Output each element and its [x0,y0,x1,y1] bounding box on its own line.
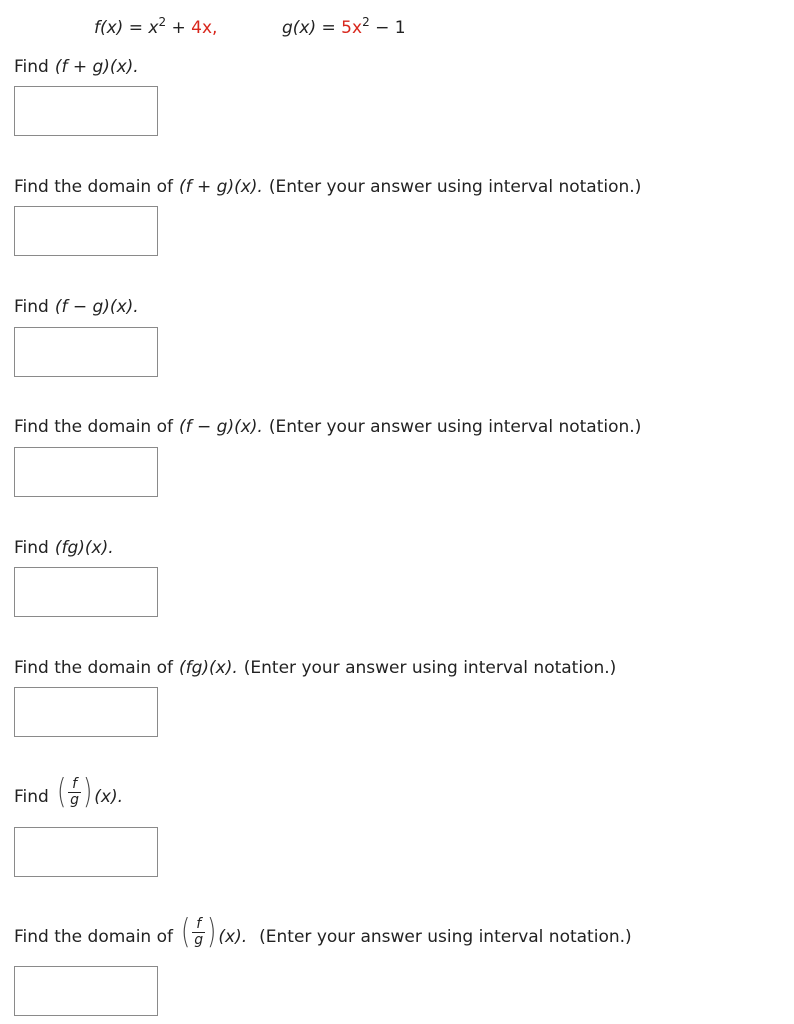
answer-f-plus-g-domain[interactable] [14,206,158,256]
find-label: Find [14,787,49,807]
f-exponent: 2 [158,15,167,29]
find-label: Find [14,57,49,77]
f-minus-g-domain-expression: (f − g)(x). [179,417,263,437]
f-minus-g-expression: (f − g)(x). [54,297,139,317]
question-f-plus-g-domain [14,176,641,198]
f-plus: + [166,18,192,38]
interval-note: (Enter your answer using interval notation.) [268,417,642,437]
fraction-denominator: g [194,932,204,948]
question-fg [14,537,114,559]
answer-f-minus-g-domain[interactable] [14,447,158,497]
f-over-g-domain-suffix: (x). [218,927,248,947]
answer-f-minus-g[interactable] [14,327,158,377]
f-over-g-suffix: (x). [94,787,123,807]
g-constant: − 1 [369,18,406,38]
f-plus-g-domain-expression: (f + g)(x). [179,177,263,197]
question-f-minus-g [14,296,139,318]
f-definition: f(x) = x [94,18,159,38]
answer-fg-domain[interactable] [14,687,158,737]
fg-domain-expression: (fg)(x). [179,658,238,678]
question-f-plus-g [14,56,139,78]
question-fg-domain [14,657,616,679]
interval-note: (Enter your answer using interval notation.) [259,927,632,947]
f-coefficient: 4x, [191,18,218,38]
g-exponent: 2 [362,15,370,29]
answer-f-over-g-domain[interactable] [14,966,158,1016]
find-label: Find [14,297,49,317]
g-definition: g(x) = [282,18,342,38]
g-coefficient: 5x [341,18,363,38]
function-definitions [94,17,217,39]
question-f-over-g-domain [14,912,632,952]
answer-f-over-g[interactable] [14,827,158,877]
find-domain-label: Find the domain of [14,927,173,947]
fraction-denominator: g [70,792,79,808]
find-domain-label: Find the domain of [14,177,173,197]
question-f-over-g [14,772,123,812]
f-plus-g-expression: (f + g)(x). [54,57,139,77]
fg-expression: (fg)(x). [54,538,114,558]
g-definition-row [282,17,406,39]
interval-note: (Enter your answer using interval notation.) [268,177,642,197]
find-domain-label: Find the domain of [14,658,173,678]
fraction-numerator: f [68,777,81,793]
fraction-numerator: f [192,917,205,933]
answer-fg[interactable] [14,567,158,617]
find-label: Find [14,538,49,558]
f-over-g-domain-fraction: ( $\frac{f}{g}$ ) [180,912,217,952]
question-f-minus-g-domain [14,416,641,438]
find-domain-label: Find the domain of [14,417,173,437]
interval-note: (Enter your answer using interval notation.) [243,658,617,678]
f-over-g-fraction: ( $\frac{f}{g}$ ) [56,772,93,812]
answer-f-plus-g[interactable] [14,86,158,136]
